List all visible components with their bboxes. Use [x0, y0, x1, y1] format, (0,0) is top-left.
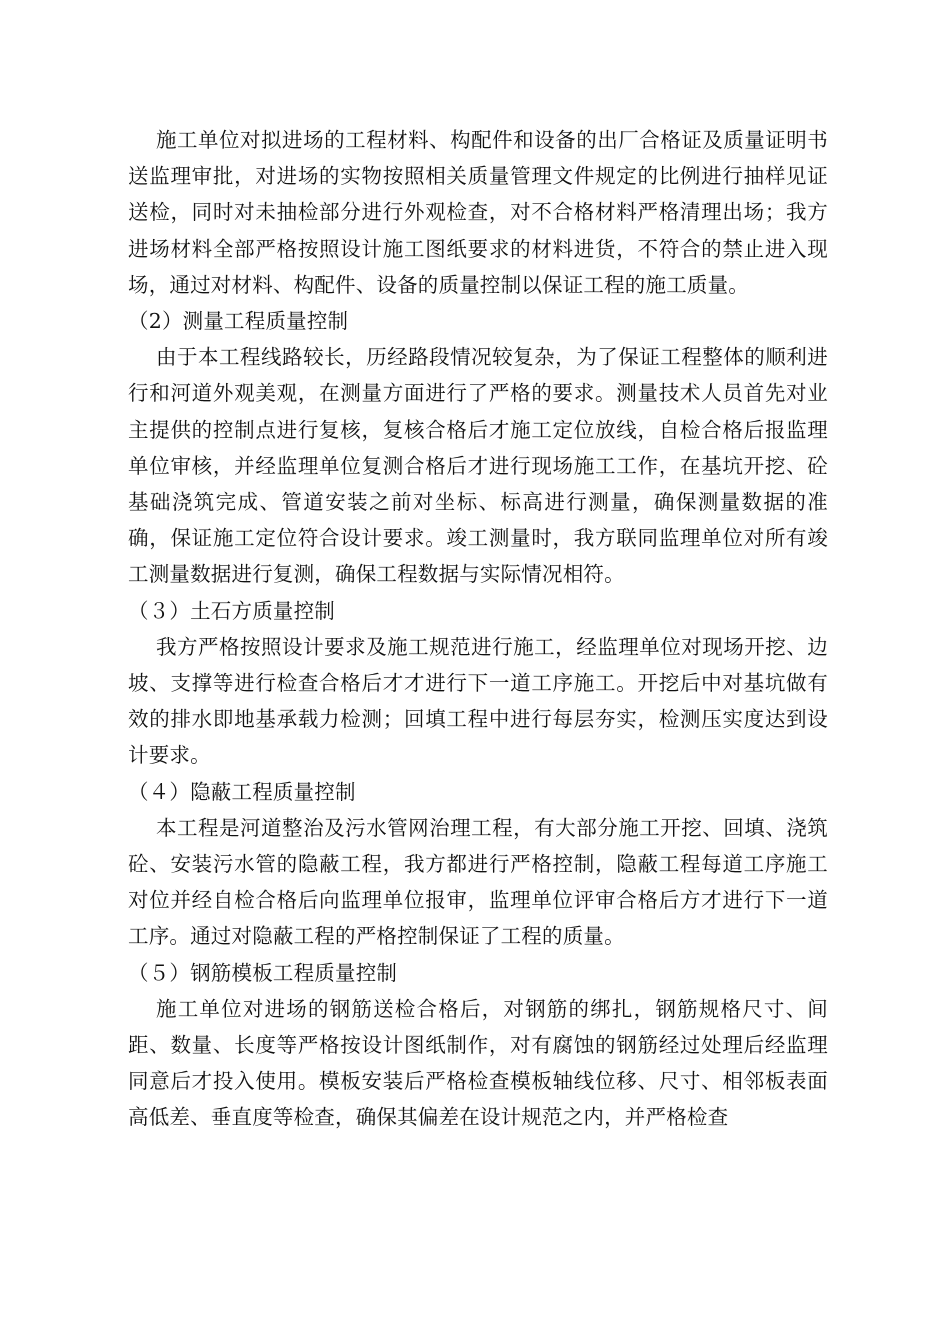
paragraph-concealed-work-quality: 本工程是河道整治及污水管网治理工程，有大部分施工开挖、回填、浇筑砼、安装污水管的隐蔽工程，我方都进行严格控制，隐蔽工程每道工序施工对位并经自检合格后向监理单位报审，监理单位评审合格后方才进行下一道工序。通过对隐蔽工程的严格控制保证了工程的质量。 [128, 815, 828, 949]
heading-survey-quality: （2）测量工程质量控制 [128, 309, 349, 334]
paragraph-material-control: 施工单位对拟进场的工程材料、构配件和设备的出厂合格证及质量证明书送监理审批，对进场的实物按照相关质量管理文件规定的比例进行抽样见证送检，同时对未抽检部分进行外观检查，对不合格材料严格清理出场；我方进场材料全部严格按照设计施工图纸要求的材料进货，不符合的禁止进入现场，通过对材料、构配件、设备的质量控制以保证工程的施工质量。 [128, 128, 828, 297]
paragraph-earthwork-quality: 我方严格按照设计要求及施工规范进行施工，经监理单位对现场开挖、边坡、支撑等进行检查合格后才才进行下一道工序施工。开挖后中对基坑做有效的排水即地基承载力检测；回填工程中进行每层夯实，检测压实度达到设计要求。 [128, 634, 828, 768]
heading-concealed-work-quality: （４）隐蔽工程质量控制 [128, 779, 356, 804]
heading-earthwork-quality: （３）土石方质量控制 [128, 598, 335, 623]
paragraph-survey-quality: 由于本工程线路较长，历经路段情况较复杂，为了保证工程整体的顺利进行和河道外观美观，在测量方面进行了严格的要求。测量技术人员首先对业主提供的控制点进行复核，复核合格后才施工定位放线，自检合格后报监理单位审核，并经监理单位复测合格后才进行现场施工工作，在基坑开挖、砼基础浇筑完成、管道安装之前对坐标、标高进行测量，确保测量数据的准确，保证施工定位符合设计要求。竣工测量时，我方联同监理单位对所有竣工测量数据进行复测，确保工程数据与实际情况相符。 [128, 345, 828, 587]
document-body [128, 122, 828, 1136]
heading-rebar-formwork-quality: （５）钢筋模板工程质量控制 [128, 960, 398, 985]
paragraph-rebar-formwork-quality: 施工单位对进场的钢筋送检合格后，对钢筋的绑扎，钢筋规格尺寸、间距、数量、长度等严格按设计图纸制作，对有腐蚀的钢筋经过处理后经监理同意后才投入使用。模板安装后严格检查模板轴线位移、尺寸、相邻板表面高低差、垂直度等检查，确保其偏差在设计规范之内，并严格检查 [128, 996, 828, 1130]
